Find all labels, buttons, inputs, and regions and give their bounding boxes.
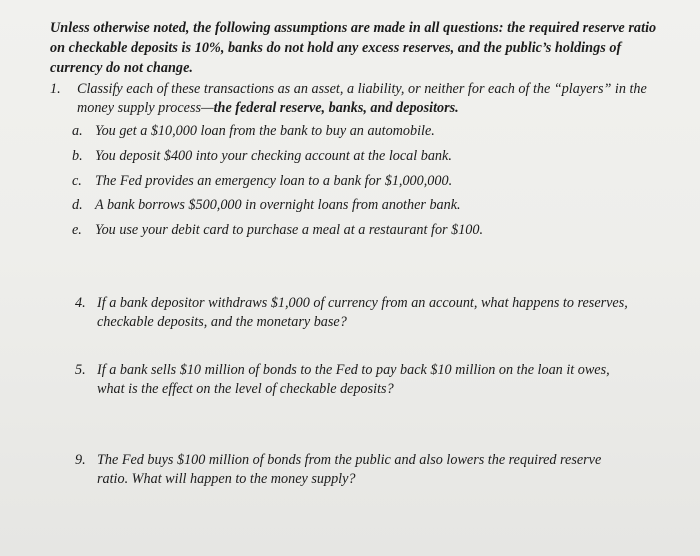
item-text: The Fed provides an emergency loan to a bank for $1,000,000.: [95, 173, 453, 189]
question-1-text-bold: the federal reserve, banks, and depositors.: [213, 100, 459, 116]
question-4: [75, 294, 635, 332]
question-1: [50, 80, 650, 118]
question-1-number: 1.: [50, 81, 61, 97]
question-4-number: 4.: [75, 295, 86, 311]
assumptions-paragraph: Unless otherwise noted, the following assumptions are made in all questions: the required reserve ratio on checkable deposits is 10%, banks do not hold any excess reserves, and the public’s holdings of currency do not change.: [50, 20, 657, 76]
question-1-text: [77, 80, 650, 118]
item-letter: b.: [72, 148, 83, 164]
item-letter: c.: [72, 173, 82, 189]
question-1-item-a: [72, 122, 632, 141]
question-5-text: If a bank sells $10 million of bonds to the Fed to pay back $10 million on the loan it owes, what is the effect on the level of checkable deposits?: [97, 362, 610, 397]
question-9-text: The Fed buys $100 million of bonds from the public and also lowers the required reserve ratio. What will happen to the money supply?: [97, 452, 602, 487]
question-4-text: If a bank depositor withdraws $1,000 of currency from an account, what happens to reserves, checkable deposits, and the monetary base?: [97, 295, 628, 330]
item-text: You get a $10,000 loan from the bank to buy an automobile.: [95, 123, 435, 139]
question-1-item-e: [72, 221, 632, 240]
item-letter: a.: [72, 123, 83, 139]
item-text: A bank borrows $500,000 in overnight loans from another bank.: [95, 197, 461, 213]
question-5: [75, 361, 635, 399]
question-1-item-b: [72, 147, 632, 166]
item-letter: e.: [72, 222, 82, 238]
item-letter: d.: [72, 197, 83, 213]
question-9: [75, 451, 635, 489]
question-1-item-d: [72, 196, 632, 215]
question-1-item-c: [72, 172, 632, 191]
question-1-text-prefix: Classify each of these transactions as an asset, a liability, or neither for each of the “players” in the money supply process—: [77, 81, 647, 116]
item-text: You use your debit card to purchase a meal at a restaurant for $100.: [95, 222, 484, 238]
question-5-number: 5.: [75, 362, 86, 378]
item-text: You deposit $400 into your checking account at the local bank.: [95, 148, 452, 164]
question-9-number: 9.: [75, 452, 86, 468]
